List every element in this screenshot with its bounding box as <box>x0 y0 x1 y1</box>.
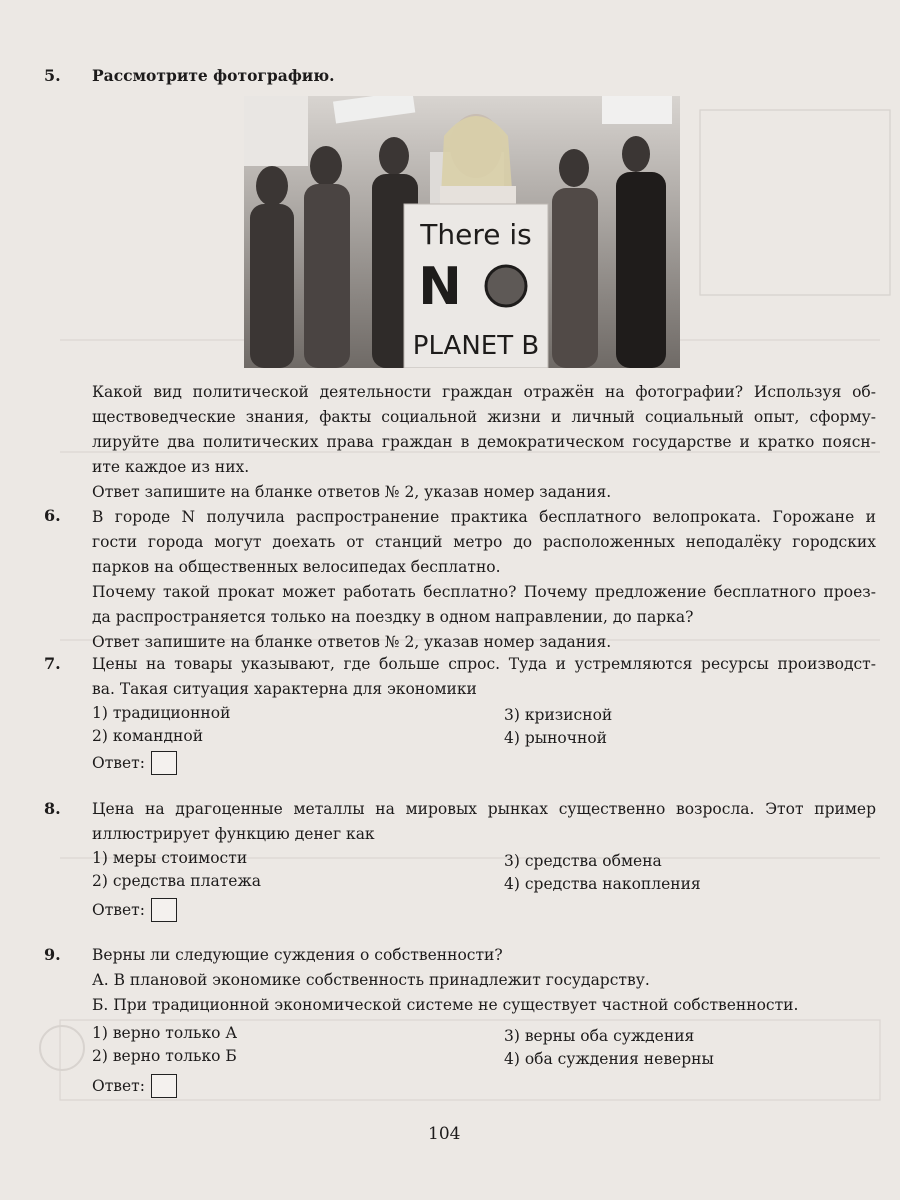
question-8-option-2[interactable]: 2) средства платежа <box>92 872 261 890</box>
protest-photo <box>244 96 680 368</box>
question-6-line: гости города могут доехать от станций метро до расположенных неподалёку городских <box>92 533 876 551</box>
question-9-option-2[interactable]: 2) верно только Б <box>92 1047 237 1065</box>
question-6-instruction: Ответ запишите на бланке ответов № 2, указав номер задания. <box>92 633 612 651</box>
answer-label: Ответ: <box>92 1077 145 1095</box>
question-7-line: ва. Такая ситуация характерна для экономики <box>92 680 477 698</box>
question-7-number: 7. <box>44 654 61 673</box>
question-7-option-1[interactable]: 1) традиционной <box>92 704 231 722</box>
question-9-line: Б. При традиционной экономической системе не существует частной собственности. <box>92 996 799 1014</box>
question-5-line: лируйте два политических права граждан в демократическом государстве и кратко поясн- <box>92 433 876 451</box>
question-6-line: парков на общественных велосипедах бесплатно. <box>92 558 501 576</box>
question-5-line: ите каждое из них. <box>92 458 250 476</box>
protest-photo-image <box>244 96 680 368</box>
question-8-line: иллюстрирует функцию денег как <box>92 825 375 843</box>
question-6-line: да распространяется только на поездку в одном направлении, до парка? <box>92 608 694 626</box>
globe-icon <box>486 266 526 306</box>
question-9-number: 9. <box>44 945 61 964</box>
question-9-option-3[interactable]: 3) верны оба суждения <box>504 1027 695 1045</box>
question-7-text <box>92 652 876 702</box>
question-5-text <box>92 380 876 505</box>
question-9-answer-box[interactable] <box>151 1074 177 1098</box>
question-7-option-3[interactable]: 3) кризисной <box>504 706 613 724</box>
question-9-option-1[interactable]: 1) верно только А <box>92 1024 238 1042</box>
answer-label: Ответ: <box>92 754 145 772</box>
question-6-line: Почему такой прокат может работать бесплатно? Почему предложение бесплатного проез- <box>92 583 876 601</box>
question-7-answer-box[interactable] <box>151 751 177 775</box>
question-8-answer-box[interactable] <box>151 898 177 922</box>
question-8-text <box>92 797 876 847</box>
question-5-title: Рассмотрите фотографию. <box>92 66 335 85</box>
question-8-number: 8. <box>44 799 61 818</box>
question-8-option-1[interactable]: 1) меры стоимости <box>92 849 248 867</box>
question-5-instruction: Ответ запишите на бланке ответов № 2, указав номер задания. <box>92 483 612 501</box>
question-5-number: 5. <box>44 66 61 85</box>
sign-line-3: PLANET B <box>412 331 540 361</box>
question-9-answer <box>92 1074 177 1098</box>
question-6-line: В городе N получила распространение практика бесплатного велопроката. Горожане и <box>92 508 876 526</box>
placard-left <box>244 96 308 166</box>
question-5-line: ществоведческие знания, факты социальной жизни и личный социальный опыт, сформу- <box>92 408 876 426</box>
question-6-text <box>92 505 876 655</box>
sign-line-1: There is <box>420 218 532 251</box>
question-8-answer <box>92 898 177 922</box>
question-7-option-2[interactable]: 2) командной <box>92 727 204 745</box>
question-9-line: А. В плановой экономике собственность принадлежит государству. <box>92 971 650 989</box>
answer-label: Ответ: <box>92 901 145 919</box>
question-7-option-4[interactable]: 4) рыночной <box>504 729 607 747</box>
question-5-line: Какой вид политической деятельности граждан отражён на фотографии? Используя об- <box>92 383 876 401</box>
question-7-answer <box>92 751 177 775</box>
sign-line-2: N <box>418 257 462 317</box>
question-6-number: 6. <box>44 506 61 525</box>
question-9-line: Верны ли следующие суждения о собственности? <box>92 946 503 964</box>
question-9-text <box>92 943 876 1018</box>
page-number: 104 <box>428 1124 461 1144</box>
protest-sign <box>404 204 548 368</box>
question-8-option-3[interactable]: 3) средства обмена <box>504 852 662 870</box>
question-8-option-4[interactable]: 4) средства накопления <box>504 875 701 893</box>
question-7-line: Цены на товары указывают, где больше спрос. Туда и устремляются ресурсы производст- <box>92 655 876 673</box>
question-8-line: Цена на драгоценные металлы на мировых рынках существенно возросла. Этот пример <box>92 800 876 818</box>
question-9-option-4[interactable]: 4) оба суждения неверны <box>504 1050 714 1068</box>
